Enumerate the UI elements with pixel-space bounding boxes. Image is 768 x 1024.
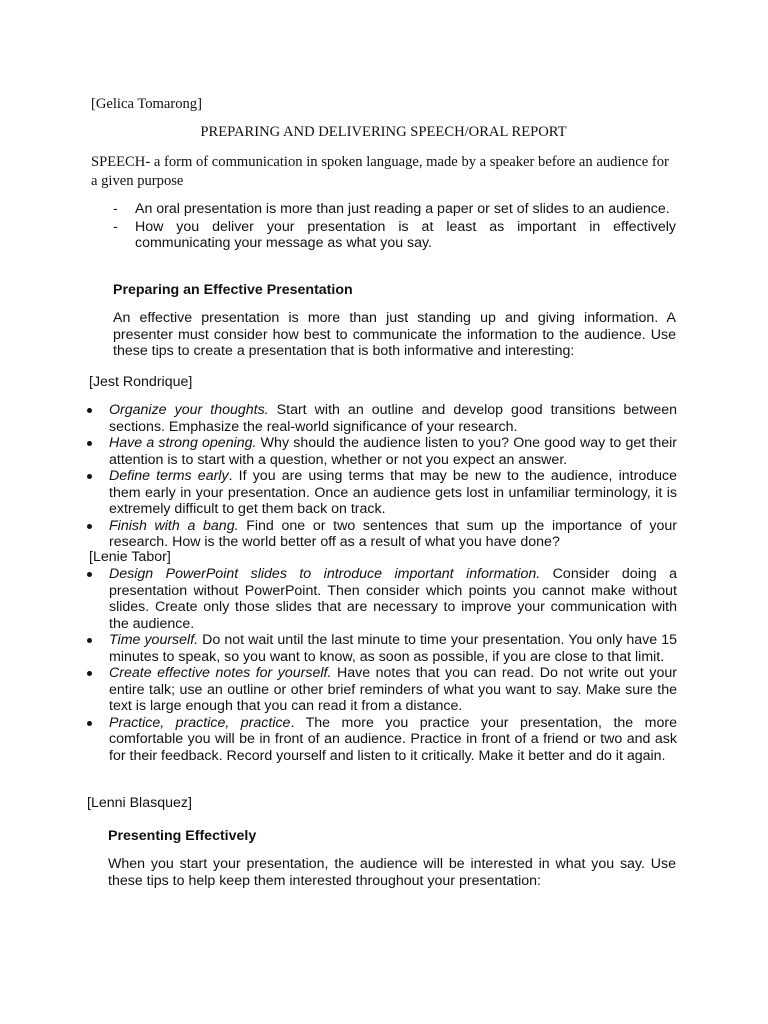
dash-item: - How you deliver your presentation is at least as important in effectively communicating your message as what you say. bbox=[113, 218, 676, 251]
list-item: Practice, practice, practice. The more you practice your presentation, the more comfortable you will be in front of an audience. Practice in front of a friend or two and ask for their feedback. Record yourself and listen to it critically. Make it better and do it again. bbox=[85, 715, 677, 765]
list-item: Create effective notes for yourself. Have notes that you can read. Do not write out your entire talk; use an outline or other brief reminders of what you want to say. Make sure the text is large enough that you can read it from a distance. bbox=[85, 665, 677, 715]
author-lenni: [Lenni Blasquez] bbox=[87, 795, 192, 811]
paragraph-preparing: An effective presentation is more than just standing up and giving information. A presenter must consider how best to communicate the information to the audience. Use these tips to create a presentation that is both informative and interesting: bbox=[113, 310, 676, 359]
list-item: Organize your thoughts. Start with an outline and develop good transitions between sections. Emphasize the real-world significance of your research. bbox=[85, 402, 677, 435]
page-title: PREPARING AND DELIVERING SPEECH/ORAL REPORT bbox=[200, 124, 567, 140]
dash-list bbox=[113, 201, 676, 252]
author-lenie: [Lenie Tabor] bbox=[89, 549, 171, 565]
dash-item: - An oral presentation is more than just reading a paper or set of slides to an audience. bbox=[113, 201, 670, 217]
paragraph-presenting: When you start your presentation, the audience will be interested in what you say. Use these tips to help keep them interested throughout your presentation: bbox=[108, 856, 676, 889]
speech-definition: SPEECH- a form of communication in spoken language, made by a speaker before an audience for a given purpose bbox=[91, 154, 669, 189]
heading-preparing: Preparing an Effective Presentation bbox=[113, 282, 353, 298]
list-item: Finish with a bang. Find one or two sentences that sum up the importance of your research. How is the world better off as a result of what you have done? bbox=[85, 518, 677, 551]
tips-list-2 bbox=[85, 566, 677, 764]
author-gelica: [Gelica Tomarong] bbox=[91, 96, 202, 112]
author-jest: [Jest Rondrique] bbox=[89, 374, 193, 390]
heading-presenting: Presenting Effectively bbox=[108, 828, 257, 844]
list-item: Time yourself. Do not wait until the last minute to time your presentation. You only have 15 minutes to speak, so you want to know, as soon as possible, if you are close to that limit. bbox=[85, 632, 677, 665]
list-item: Design PowerPoint slides to introduce important information. Consider doing a presentation without PowerPoint. Then consider which points you cannot make without slides. Create only those slides that are necessary to improve your communication with the audience. bbox=[85, 566, 677, 632]
list-item: Have a strong opening. Why should the audience listen to you? One good way to get their attention is to start with a question, whether or not you expect an answer. bbox=[85, 435, 677, 468]
tips-list-1 bbox=[85, 402, 677, 551]
list-item: Define terms early. If you are using terms that may be new to the audience, introduce them early in your presentation. Once an audience gets lost in unfamiliar terminology, it is extremely difficult to get them back on track. bbox=[85, 468, 677, 518]
